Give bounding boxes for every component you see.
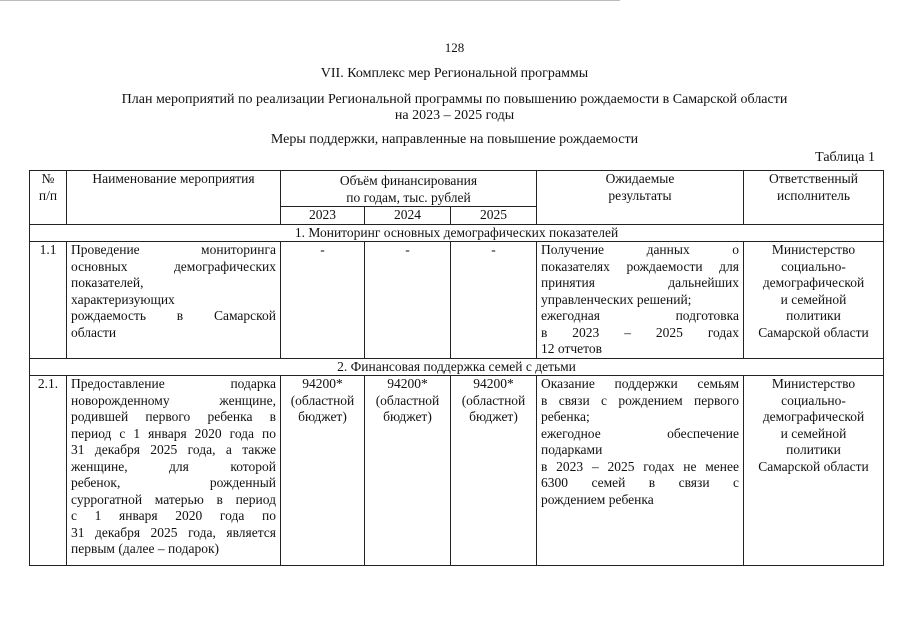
header-year-2025: 2025 <box>451 207 537 225</box>
text-line: Министерство <box>771 242 856 257</box>
chapter-title: VII. Комплекс мер Региональной программы <box>320 66 589 81</box>
text-line: Получение данных о <box>541 242 739 257</box>
text-line: женщине, для которой <box>71 458 276 474</box>
header-results-line2: результаты <box>608 187 672 203</box>
text-line: с 1 января 2020 года по <box>71 508 276 523</box>
text-line: бюджет) <box>383 409 432 424</box>
scan-top-edge <box>0 0 620 1</box>
text-line: политики <box>786 308 841 323</box>
text-line: основных демографических <box>71 258 276 274</box>
text-line: и семейной <box>780 425 847 441</box>
text-line: подарками <box>541 442 603 457</box>
text-line: родившей первого ребенка в <box>71 409 276 424</box>
text-line: новорожденному женщине, <box>71 392 276 408</box>
text-line: бюджет) <box>298 409 347 424</box>
row-results <box>537 376 744 566</box>
text-line: 94200* <box>473 376 514 391</box>
text-line: Оказание поддержки семьям <box>541 376 739 391</box>
row-funding-2025: - <box>451 242 537 359</box>
text-line: ребенка; <box>541 409 590 424</box>
row-num: 1.1 <box>30 242 67 359</box>
text-line: характеризующих <box>71 291 175 307</box>
text-line: рождением ребенка <box>541 491 654 507</box>
header-responsible-line1: Ответственный <box>769 171 858 186</box>
table-label: Таблица 1 <box>815 150 875 165</box>
row-name <box>67 376 281 566</box>
text-line: ежегодное обеспечение <box>541 425 739 441</box>
text-line: в 2023 – 2025 годах не менее <box>541 458 739 474</box>
row-funding-2025 <box>451 376 537 566</box>
row-funding-2024 <box>365 376 451 566</box>
row-num: 2.1. <box>30 376 67 566</box>
text-line: в 2023 – 2025 годах <box>541 324 739 340</box>
text-line: ребенок, рожденный <box>71 475 276 490</box>
text-line: бюджет) <box>469 409 518 424</box>
section-row <box>30 358 884 376</box>
text-line: политики <box>786 442 841 457</box>
text-line: показателей, <box>71 275 144 290</box>
text-line: 31 декабря 2025 года, а также <box>71 442 276 457</box>
header-year-2023: 2023 <box>281 207 365 225</box>
header-num-line2: п/п <box>38 187 58 203</box>
plan-title <box>0 92 909 124</box>
text-line: 94200* <box>302 376 343 391</box>
row-funding-2023: - <box>281 242 365 359</box>
text-line: 31 декабря 2025 года, является <box>71 524 276 540</box>
header-name: Наименование мероприятия <box>67 171 281 225</box>
text-line: области <box>71 324 117 340</box>
section-title-2: 2. Финансовая поддержка семей с детьми <box>30 358 884 376</box>
row-responsible <box>744 376 884 566</box>
text-line: (областной <box>461 392 526 408</box>
text-line: (областной <box>290 392 355 408</box>
text-line: управленческих решений; <box>541 291 692 307</box>
text-line: в связи с рождением первого <box>541 392 739 408</box>
section-title-1: 1. Мониторинг основных демографических показателей <box>30 224 884 242</box>
plan-title-line1: План мероприятий по реализации Региональной программы по повышению рождаемости в Самарской области <box>121 92 788 107</box>
text-line: суррогатной матерью в период <box>71 491 276 507</box>
text-line: демографической <box>762 275 865 290</box>
text-line: Самарской области <box>758 324 869 340</box>
table-row <box>30 376 884 566</box>
text-line: социально- <box>781 258 846 274</box>
text-line: (областной <box>375 392 440 408</box>
text-line: 94200* <box>387 376 428 391</box>
header-num <box>30 171 67 225</box>
header-responsible <box>744 171 884 225</box>
table-row <box>30 242 884 359</box>
header-results-line1: Ожидаемые <box>605 171 675 186</box>
text-line: первым (далее – подарок) <box>71 541 220 556</box>
header-funding <box>281 171 537 207</box>
plan-title-line2: на 2023 – 2025 годы <box>394 108 515 123</box>
header-num-line1: № <box>41 171 55 186</box>
row-funding-2024: - <box>365 242 451 359</box>
text-line: рождаемость в Самарской <box>71 308 276 323</box>
header-year-2024: 2024 <box>365 207 451 225</box>
header-funding-line1: Объём финансирования <box>339 173 478 188</box>
section-row <box>30 224 884 242</box>
header-responsible-line2: исполнитель <box>777 187 850 203</box>
header-row <box>30 171 884 207</box>
text-line: принятия дальнейших <box>541 275 739 290</box>
text-line: период с 1 января 2020 года по <box>71 425 276 441</box>
text-line: демографической <box>762 409 865 424</box>
row-responsible <box>744 242 884 359</box>
text-line: Проведение мониторинга <box>71 242 276 257</box>
text-line: Предоставление подарка <box>71 376 276 391</box>
text-line: ежегодная подготовка <box>541 308 739 323</box>
row-results <box>537 242 744 359</box>
text-line: 6300 семей в связи с <box>541 475 739 490</box>
header-funding-line2: по годам, тыс. рублей <box>346 189 471 205</box>
measures-table <box>29 170 884 566</box>
text-line: социально- <box>781 392 846 408</box>
header-results <box>537 171 744 225</box>
row-funding-2023 <box>281 376 365 566</box>
text-line: 12 отчетов <box>541 341 602 356</box>
row-name <box>67 242 281 359</box>
text-line: показателях рождаемости для <box>541 258 739 274</box>
page-number: 128 <box>444 40 465 55</box>
support-title: Меры поддержки, направленные на повышение рождаемости <box>270 132 639 147</box>
text-line: Министерство <box>771 376 856 391</box>
text-line: и семейной <box>780 291 847 307</box>
text-line: Самарской области <box>758 458 869 474</box>
